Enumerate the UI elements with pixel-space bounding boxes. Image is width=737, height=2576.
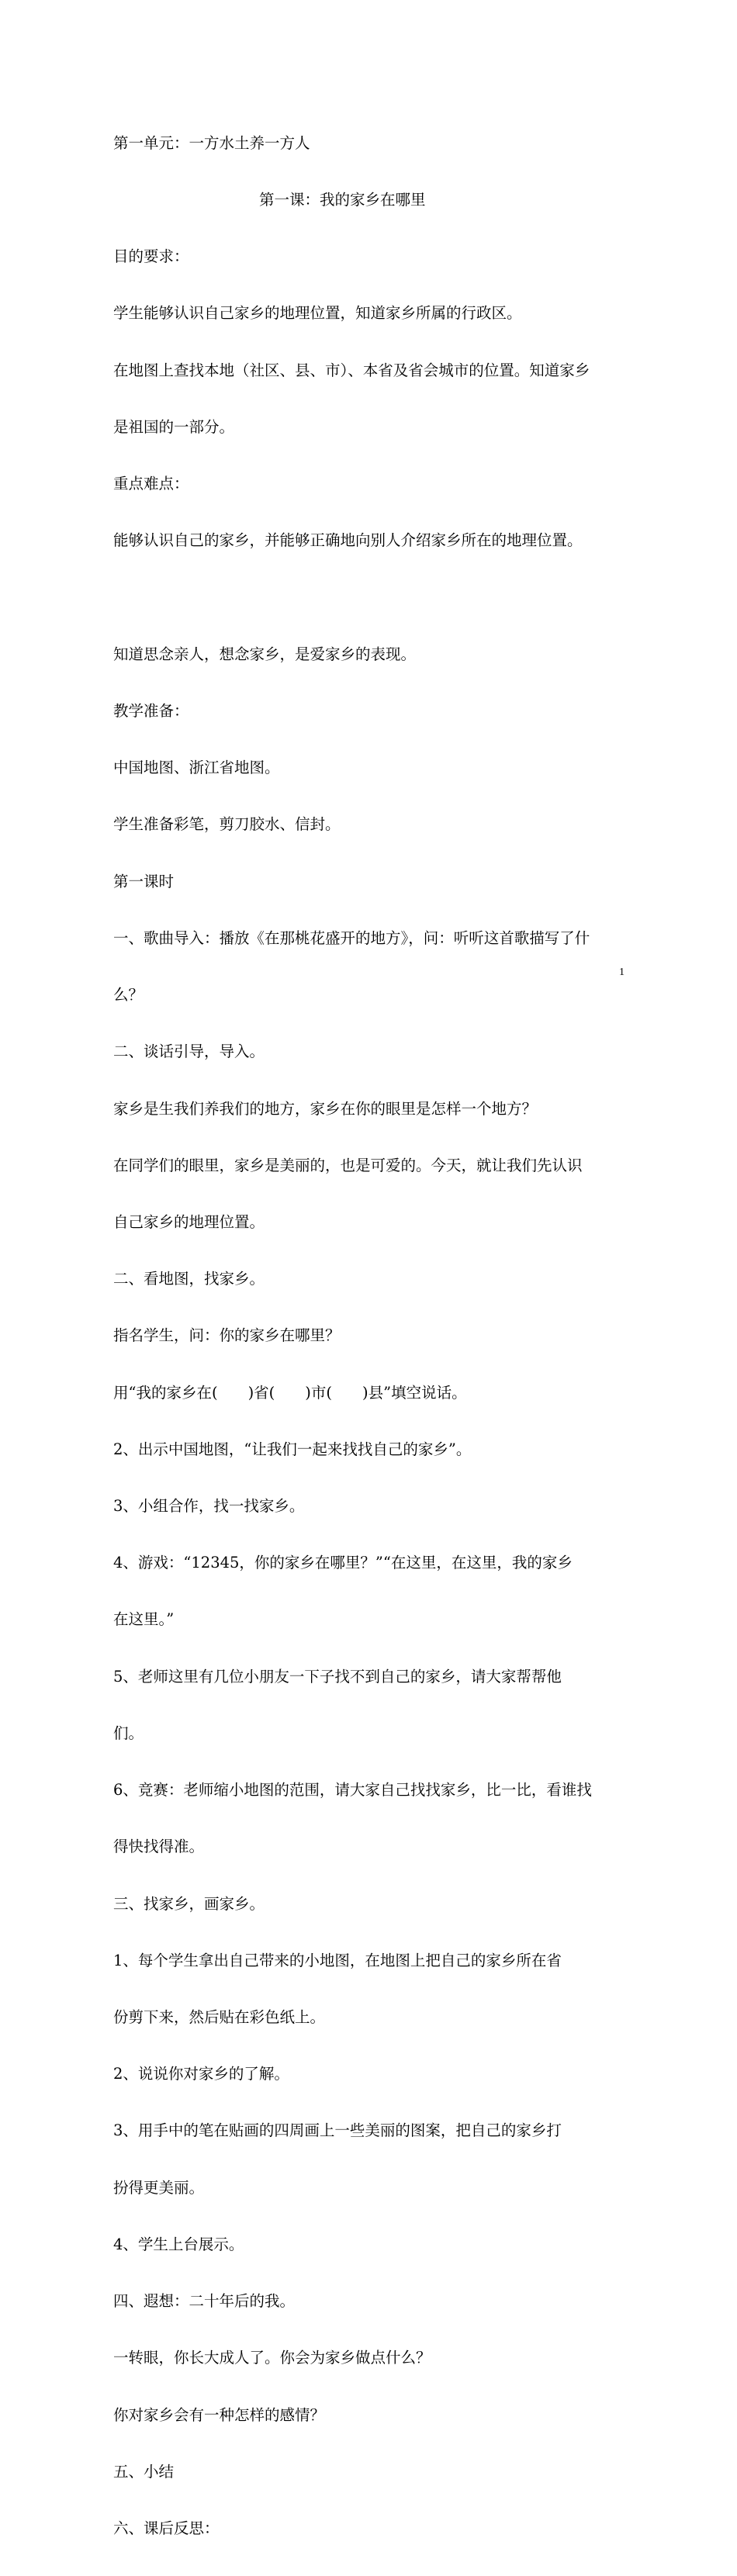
- text-line: 四、遐想：二十年后的我。: [113, 2292, 296, 2311]
- text-line: 们。: [113, 1724, 144, 1742]
- text-line: 能够认识自己的家乡，并能够正确地向别人介绍家乡所在的地理位置。: [113, 531, 583, 550]
- text-line: 5、老师这里有几位小朋友一下子找不到自己的家乡，请大家帮帮他: [113, 1667, 562, 1686]
- text-line: 五、小结: [113, 2462, 175, 2481]
- text-line: 么？: [113, 986, 144, 1004]
- text-line: 4、游戏：“12345，你的家乡在哪里？”“在这里，在这里，我的家乡: [113, 1554, 573, 1572]
- text-line: 家乡是生我们养我们的地方，家乡在你的眼里是怎样一个地方？: [113, 1099, 538, 1118]
- text-line: 在同学们的眼里，家乡是美丽的，也是可爱的。今天，就让我们先认识: [113, 1156, 583, 1174]
- text-line: 6、竞赛：老师缩小地图的范围，请大家自己找找家乡，比一比，看谁找: [113, 1781, 592, 1800]
- text-line: 知道思念亲人，想念家乡，是爱家乡的表现。: [113, 645, 417, 663]
- text-line: 二、看地图，找家乡。: [113, 1270, 265, 1288]
- text-line: 用“我的家乡在( )省( )市( )县”填空说话。: [113, 1383, 467, 1402]
- lesson-title: 第一课：我的家乡在哪里: [259, 191, 426, 209]
- document-body: [113, 96, 649, 2576]
- text-line: 3、小组合作，找一找家乡。: [113, 1497, 305, 1516]
- text-line: 六、课后反思：: [113, 2519, 220, 2537]
- text-line: 指名学生，问：你的家乡在哪里？: [113, 1326, 341, 1345]
- text-line: 2、说说你对家乡的了解。: [113, 2065, 289, 2083]
- text-line: 1、每个学生拿出自己带来的小地图，在地图上把自己的家乡所在省: [113, 1951, 562, 1969]
- text-line: 一转眼，你长大成人了。你会为家乡做点什么？: [113, 2349, 431, 2367]
- text-line: 是祖国的一部分。: [113, 417, 235, 436]
- text-line: 在这里。”: [113, 1610, 175, 1629]
- text-line: 自己家乡的地理位置。: [113, 1212, 265, 1231]
- text-line: 4、学生上台展示。: [113, 2235, 244, 2253]
- section-heading: 教学准备：: [113, 701, 189, 720]
- text-line: 中国地图、浙江省地图。: [113, 759, 280, 777]
- text-line: 二、谈话引导，导入。: [113, 1043, 265, 1061]
- text-line: 一、歌曲导入：播放《在那桃花盛开的地方》，问：听听这首歌描写了什: [113, 928, 590, 947]
- section-heading: 目的要求：: [113, 247, 189, 266]
- text-line: 3、用手中的笔在贴画的四周画上一些美丽的图案，把自己的家乡打: [113, 2121, 562, 2140]
- text-line: 学生准备彩笔，剪刀胶水、信封。: [113, 815, 341, 834]
- page-number: 1: [619, 966, 625, 978]
- text-line: 扮得更美丽。: [113, 2178, 205, 2197]
- text-line: 得快找得准。: [113, 1838, 205, 1856]
- text-line: 2、出示中国地图，“让我们一起来找找自己的家乡”。: [113, 1440, 472, 1458]
- text-line: 在地图上查找本地（社区、县、市）、本省及省会城市的位置。知道家乡: [113, 361, 590, 379]
- section-heading: 第一课时: [113, 872, 175, 890]
- blank-line: [113, 589, 649, 607]
- text-line: 你对家乡会有一种怎样的感情？: [113, 2405, 326, 2424]
- section-heading: 重点难点：: [113, 475, 189, 493]
- text-line: 份剪下来，然后贴在彩色纸上。: [113, 2008, 326, 2027]
- unit-title: 第一单元：一方水土养一方人: [113, 133, 310, 152]
- text-line: 三、找家乡，画家乡。: [113, 1894, 265, 1913]
- text-line: 学生能够认识自己家乡的地理位置，知道家乡所属的行政区。: [113, 304, 522, 323]
